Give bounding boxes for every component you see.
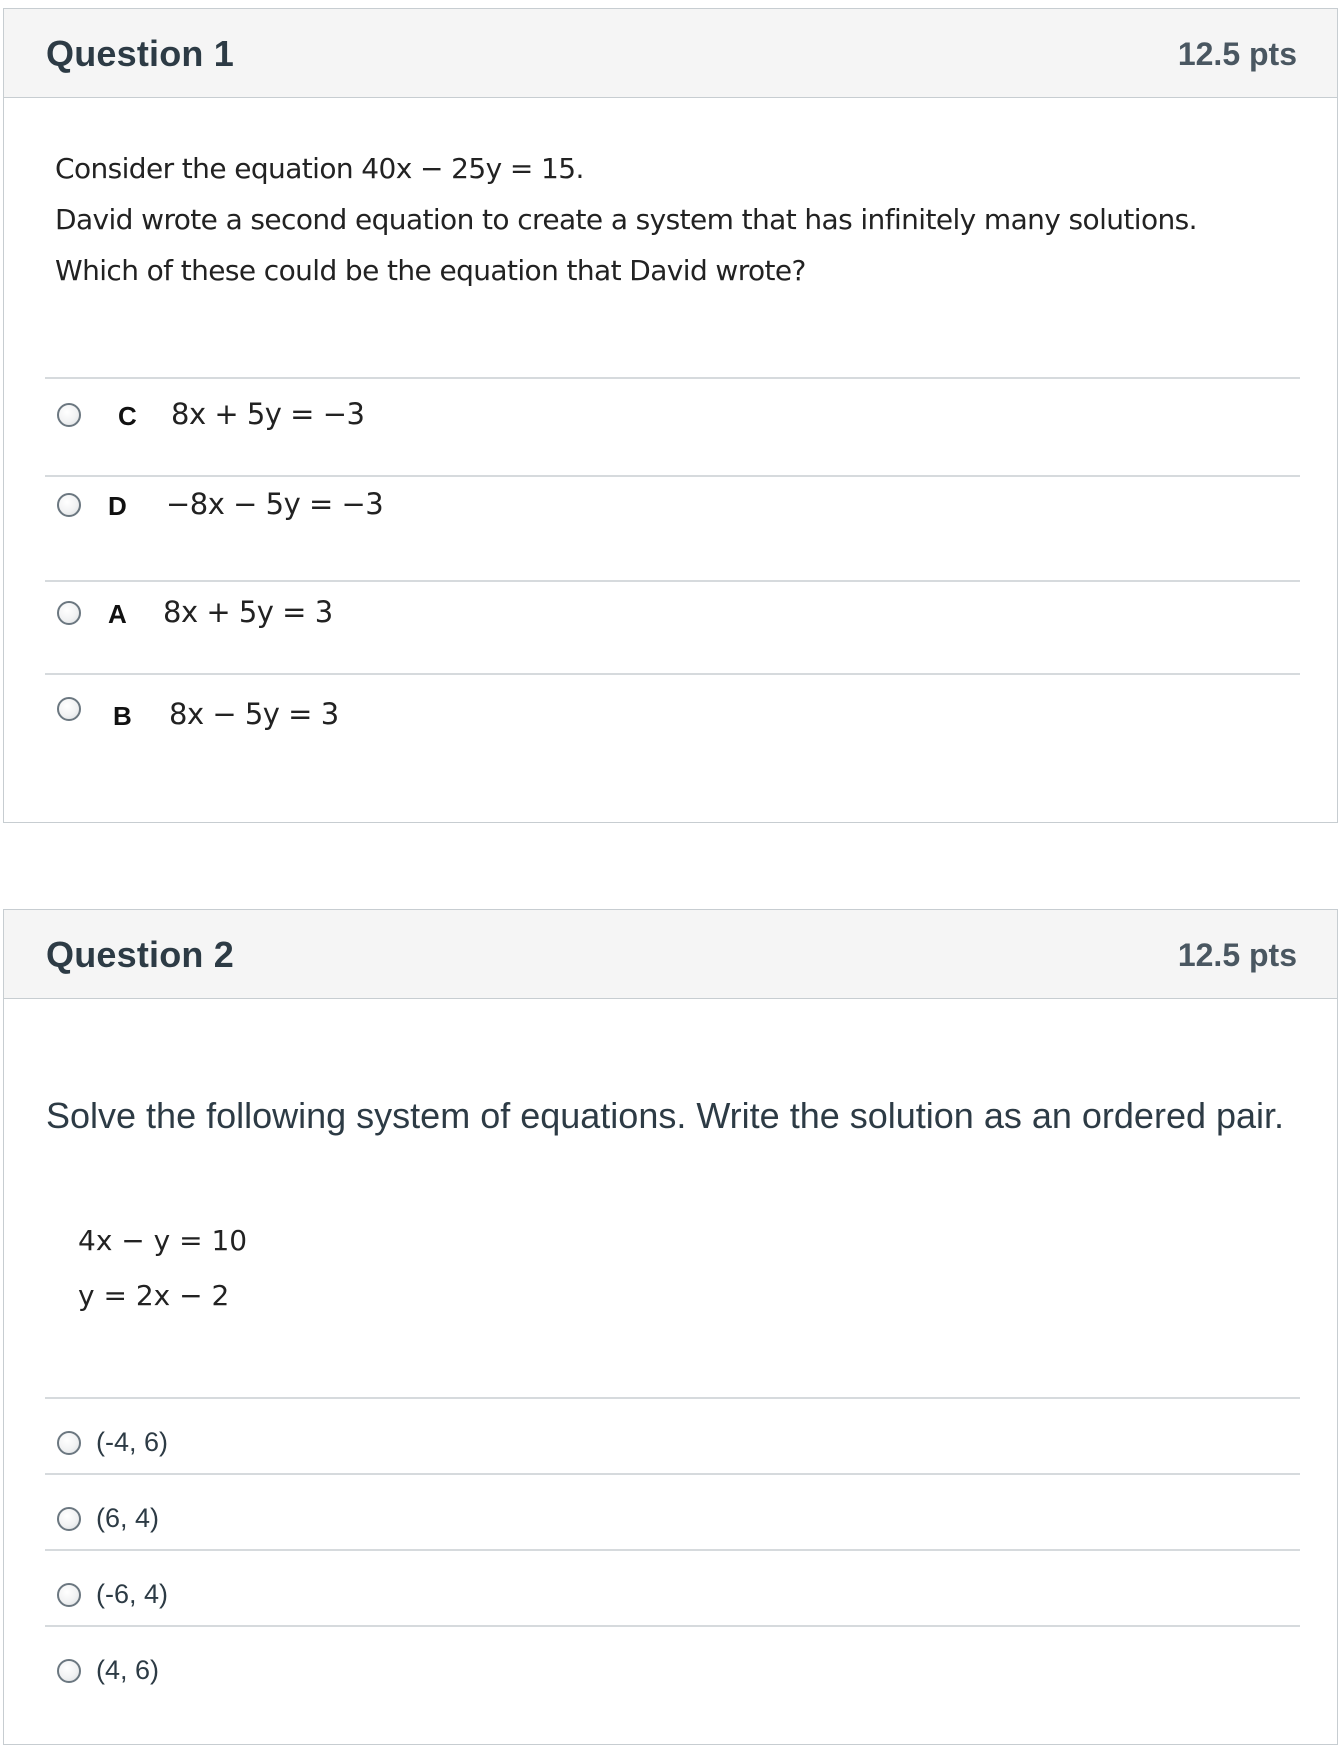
divider [45, 1549, 1300, 1551]
answer-radio-4[interactable] [57, 1659, 81, 1683]
divider [45, 673, 1300, 675]
question-text-line: Which of these could be the equation that David wrote? [55, 254, 806, 287]
answer-letter: C [118, 401, 137, 431]
answer-equation: 8x + 5y = −3 [171, 397, 365, 431]
answer-equation: 8x − 5y = 3 [169, 697, 339, 731]
question-2-header [4, 910, 1337, 999]
question-1-card [3, 8, 1338, 823]
answer-label: (6, 4) [96, 1503, 160, 1533]
question-title: Question 1 [46, 33, 235, 74]
divider [45, 1625, 1300, 1627]
question-title: Question 2 [46, 934, 235, 975]
answer-radio-c[interactable] [57, 403, 81, 427]
answer-label: (4, 6) [96, 1655, 160, 1685]
answer-equation: −8x − 5y = −3 [166, 487, 384, 521]
question-2-card [3, 909, 1338, 1745]
question-points: 12.5 pts [1177, 36, 1297, 72]
divider [45, 1397, 1300, 1399]
system-equation: 4x − y = 10 [78, 1224, 248, 1257]
question-prompt: Solve the following system of equations. Write the solution as an ordered pair. [46, 1095, 1285, 1136]
answer-radio-a[interactable] [57, 601, 81, 625]
divider [45, 1473, 1300, 1475]
question-points: 12.5 pts [1177, 937, 1297, 973]
answer-radio-2[interactable] [57, 1507, 81, 1531]
divider [45, 475, 1300, 477]
answer-letter: A [108, 599, 127, 629]
divider [45, 377, 1300, 379]
answer-radio-1[interactable] [57, 1431, 81, 1455]
system-equation: y = 2x − 2 [78, 1279, 230, 1312]
answer-radio-b[interactable] [57, 697, 81, 721]
question-text-line: Consider the equation 40x − 25y = 15. [55, 152, 584, 185]
answer-radio-d[interactable] [57, 493, 81, 517]
question-1-header [4, 9, 1337, 98]
divider [45, 580, 1300, 582]
answer-label: (-6, 4) [96, 1579, 169, 1609]
answer-label: (-4, 6) [96, 1427, 169, 1457]
answer-letter: D [108, 491, 127, 521]
question-text-line: David wrote a second equation to create a system that has infinitely many solutions. [55, 203, 1197, 236]
answer-equation: 8x + 5y = 3 [163, 595, 333, 629]
answer-letter: B [113, 701, 132, 731]
answer-radio-3[interactable] [57, 1583, 81, 1607]
